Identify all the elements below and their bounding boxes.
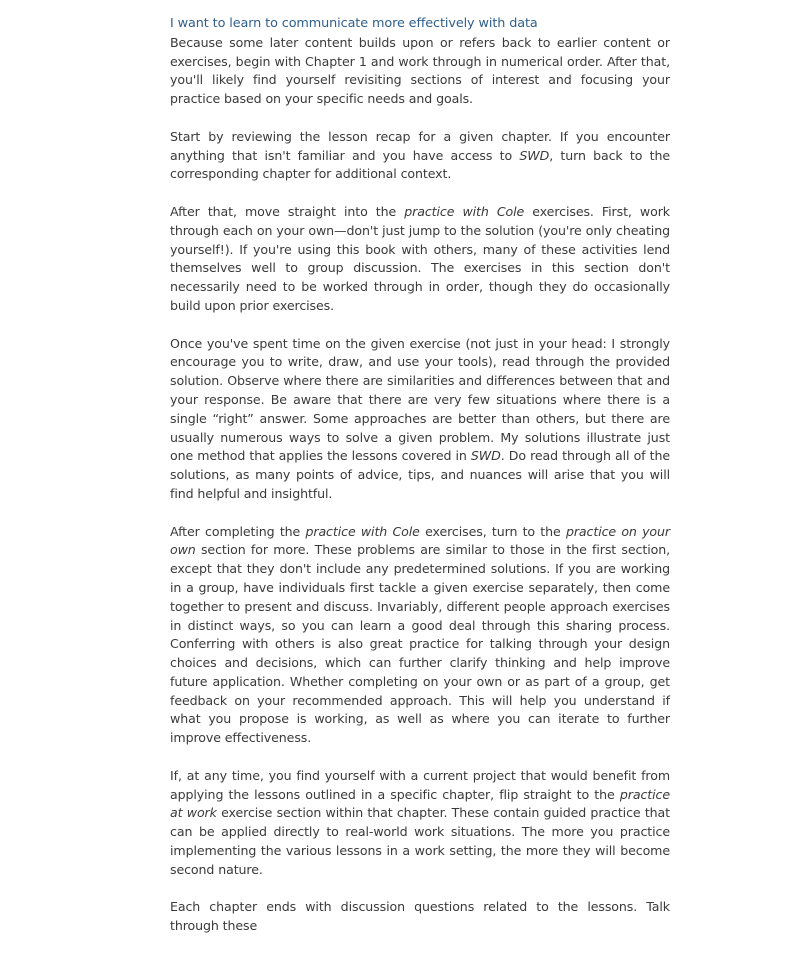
document-body (170, 15, 670, 955)
paragraph-5-italic-1: practice with Cole (305, 523, 420, 539)
paragraph-2 (170, 128, 670, 184)
paragraph-1-text: Because some later content builds upon or refers back to earlier content or exercises, begin with Chapter 1 and work through in numerical order. After that, you'll likely find yourself revisiting sections of interest and focusing your practice based on your specific needs and goals. (170, 34, 670, 107)
paragraph-7 (170, 898, 670, 936)
paragraph-3-text-2: exercises. First, work through each on your own—don't just jump to the solution (you're only cheating yourself!). If you're using this book with others, many of these activities lend themselves well to group discussion. The exercises in this section don't necessarily need to be worked through in order, though they do occasionally build upon prior exercises. (170, 203, 670, 313)
paragraph-6-text-1: If, at any time, you find yourself with a current project that would benefit from applying the lessons outlined in a specific chapter, flip straight to the (170, 767, 670, 802)
paragraph-5-text-3: section for more. These problems are similar to those in the first section, except that they don't include any predetermined solutions. If you are working in a group, have individuals first tackle a given exercise separately, then come together to present and discuss. Invariably, different people approach exercises in distinct ways, so you can learn a good deal through this sharing process. Conferring with others is also great practice for talking through your design choices and decisions, which can further clarify thinking and help improve future application. Whether completing on your own or as part of a group, get feedback on your recommended approach. This will help you understand if what you propose is working, as well as where you can iterate to further improve effectiveness. (170, 542, 670, 746)
paragraph-7-text: Each chapter ends with discussion questions related to the lessons. Talk through these (170, 899, 670, 934)
paragraph-3-text-1: After that, move straight into the (170, 203, 405, 219)
paragraph-4-text-1: Once you've spent time on the given exercise (not just in your head: I strongly encourage you to write, draw, and use your tools), read through the provided solution. Observe where there are similarities and differences between that and your response. Be aware that there are very few situations where there is a single “right” answer. Some approaches are better than others, but there are usually numerous ways to solve a given problem. My solutions illustrate just one method that applies the lessons covered in (170, 335, 670, 464)
section-heading: I want to learn to communicate more effectively with data (170, 16, 538, 31)
paragraph-4-italic-1: SWD (470, 448, 501, 464)
paragraph-1 (170, 34, 670, 109)
paragraph-2-text-2: , turn back to the corresponding chapter for additional context. (170, 147, 670, 182)
paragraph-6-italic-1: practice at work (170, 786, 670, 821)
paragraph-4-text-2: . Do read through all of the solutions, as many points of advice, tips, and nuances will arise that you will find helpful and insightful. (170, 448, 670, 501)
paragraph-2-text-1: Start by reviewing the lesson recap for a given chapter. If you encounter anything that isn't familiar and you have access to (170, 128, 670, 163)
paragraph-3 (170, 203, 670, 316)
paragraph-6-text-2: exercise section within that chapter. These contain guided practice that can be applied directly to real-world work situations. The more you practice implementing the various lessons in a work setting, the more they will become second nature. (170, 805, 671, 877)
paragraph-6 (170, 767, 670, 880)
paragraph-5-text-2: exercises, turn to the (419, 523, 566, 539)
paragraph-5 (170, 523, 670, 749)
paragraph-5-italic-2: practice on your own (170, 523, 670, 558)
paragraph-4 (170, 335, 670, 504)
paragraph-5-text-1: After completing the (170, 523, 306, 539)
paragraph-2-italic-1: SWD (519, 147, 550, 163)
paragraph-3-italic-1: practice with Cole (404, 203, 525, 219)
